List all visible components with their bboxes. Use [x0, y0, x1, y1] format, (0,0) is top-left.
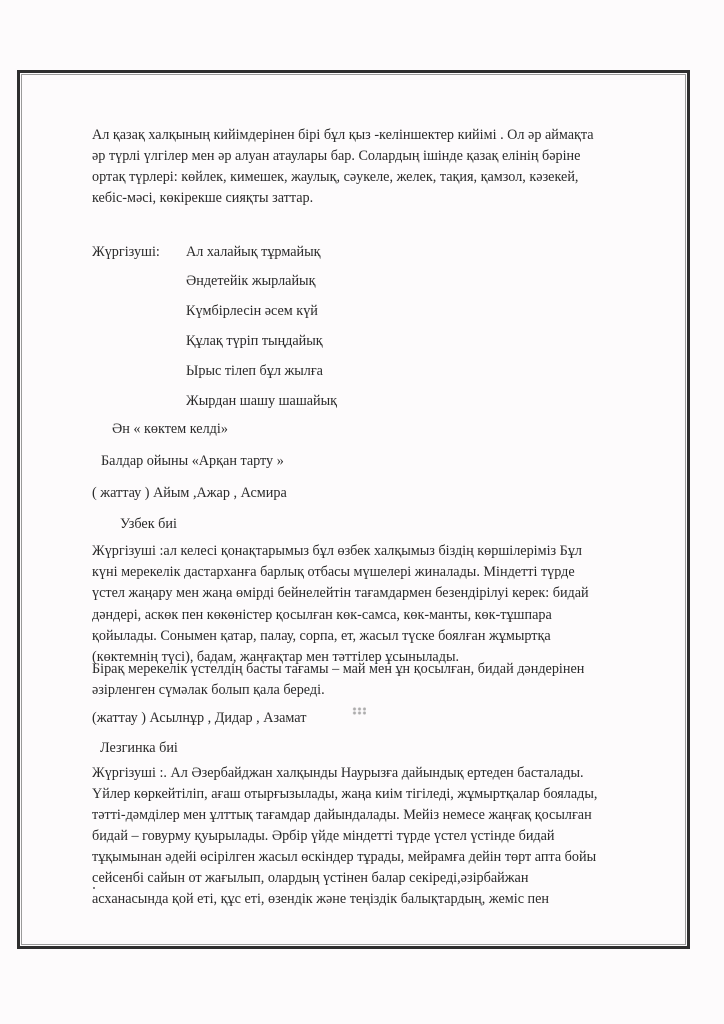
poem-speaker-label: Жүргізуші: — [92, 244, 160, 260]
poem-line: Күмбірлесін әсем күй — [186, 303, 318, 319]
text-line: Жүргізуші :. Ал Әзербайджан халқынды Наурызға дайындық ертеден басталады. — [92, 765, 584, 781]
poem-line: Құлақ түріп тыңдайық — [186, 333, 323, 349]
text-line: асханасында қой еті, құс еті, өзендік және теңіздік балықтардың, жеміс пен — [92, 891, 550, 907]
text-line: тәтті-дәмділер мен ұлттық тағамдар дайындалады. Мейіз немесе жаңғақ қосылған — [92, 807, 592, 823]
poem-line: Ал халайық тұрмайық — [186, 244, 321, 260]
text-line: тұқымынан әдейі өсірілген жасыл өскіндер тұрады, мейрамға дейін төрт апта бойы — [92, 849, 597, 865]
text-line: бидай – говурму қуырылады. Әрбір үйде міндетті түрде үстел үстінде бидай — [92, 828, 555, 844]
text-line: Бірақ мерекелік үстелдің басты тағамы – май мен ұн қосылған, бидай дәндерінен — [92, 661, 585, 677]
text-line: (көктемнің түсі), бадам, жаңғақтар мен тәттілер ұсынылады. — [92, 649, 460, 665]
text-line: кебіс-мәсі, көкірекше сияқты заттар. — [92, 190, 314, 206]
text-line: дәндері, аскөк пен көкөністер қосылған көк-самса, көк-манты, көк-тұшпара — [92, 607, 552, 623]
text-line: әзірленген сүмәлак болып қала береді. — [92, 682, 325, 698]
program-song: Ән « көктем келді» — [112, 421, 228, 437]
program-game: Балдар ойыны «Арқан тарту » — [101, 453, 284, 469]
program-dance: Лезгинка биі — [100, 740, 178, 756]
scan-speck — [352, 707, 366, 715]
text-line: әр түрлі үлгілер мен әр алуан атаулары бар. Солардың ішінде қазақ елінің бәріне — [92, 148, 581, 164]
text-line: Ал қазақ халқының кийімдерінен бірі бұл қыз -келіншектер кийімі . Ол әр аймақта — [92, 127, 594, 143]
poem-line: Ырыс тілеп бұл жылға — [186, 363, 323, 379]
poem-line: Әндетейік жырлайық — [186, 273, 316, 289]
program-recital: ( жаттау ) Айым ,Ажар , Асмира — [92, 485, 287, 501]
text-line: Жүргізуші :ал келесі қонақтарымыз бұл өзбек халқымыз біздің көршілеріміз Бұл — [92, 543, 583, 559]
poem-line: Жырдан шашу шашайық — [186, 393, 338, 409]
text-line: күні мерекелік дастарханға барлық отбасы мүшелері жиналады. Міндетті түрде — [92, 564, 575, 580]
text-line: сейсенбі сайын от жағылып, олардың үстінен балар секіреді,әзірбайжан — [92, 870, 529, 886]
text-line: қойылады. Сонымен қатар, палау, сорпа, ет, жасыл түске боялған жұмыртқа — [92, 628, 551, 644]
program-dance: Узбек биі — [120, 516, 177, 532]
text-line: Үйлер көркейтіліп, ағаш отырғызылады, жаңа киім тігіледі, жұмыртқалар боялады, — [92, 786, 598, 802]
scan-dot — [93, 887, 95, 889]
program-recital: (жаттау ) Асылнұр , Дидар , Азамат — [92, 710, 307, 726]
text-line: ортақ түрлері: көйлек, кимешек, жаулық, сәукеле, желек, тақия, қамзол, кәзекей, — [92, 169, 579, 185]
text-line: үстел жаңару мен жаңа өмірді бейнелейтін тағамдармен безендірілуі керек: бидай — [92, 585, 589, 601]
